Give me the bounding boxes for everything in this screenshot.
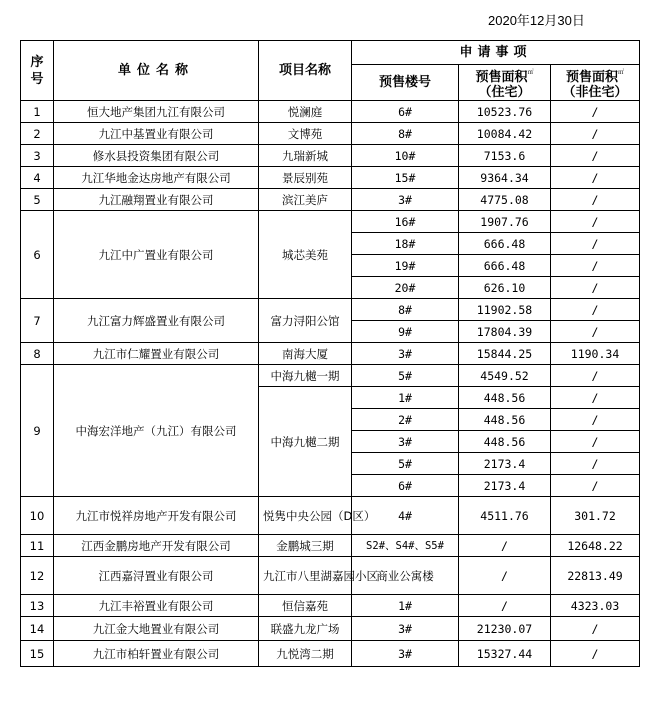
table-row: [21, 617, 640, 641]
area-nonres-cell: /: [551, 145, 640, 167]
building-cell: 6#: [352, 101, 459, 123]
seq-cell: 14: [21, 617, 54, 641]
table-row: [21, 167, 640, 189]
building-cell: 3#: [352, 343, 459, 365]
table-row: [21, 145, 640, 167]
area-nonres-cell: 22813.49: [551, 557, 640, 595]
area-res-cell: 11902.58: [459, 299, 551, 321]
seq-cell: 11: [21, 535, 54, 557]
seq-cell: 15: [21, 641, 54, 667]
unit-cell: 九江中基置业有限公司: [54, 123, 259, 145]
area-res-cell: 17804.39: [459, 321, 551, 343]
table-row: [21, 641, 640, 667]
building-cell: 20#: [352, 277, 459, 299]
project-cell: 金鹏城三期: [259, 535, 352, 557]
area-res-cell: /: [459, 535, 551, 557]
table-row: [21, 535, 640, 557]
unit-cell: 江西嘉浔置业有限公司: [54, 557, 259, 595]
area-res-cell: 4549.52: [459, 365, 551, 387]
unit-cell: 九江丰裕置业有限公司: [54, 595, 259, 617]
unit-cell: 江西金鹏房地产开发有限公司: [54, 535, 259, 557]
project-cell: 九江市八里湖嘉园小区: [259, 557, 352, 595]
area-nonres-cell: /: [551, 431, 640, 453]
table-row: [21, 299, 640, 321]
area-nonres-cell: /: [551, 101, 640, 123]
table-row: [21, 211, 640, 233]
building-cell: 3#: [352, 617, 459, 641]
project-cell: 文博苑: [259, 123, 352, 145]
unit-cell: 修水县投资集团有限公司: [54, 145, 259, 167]
seq-cell: 12: [21, 557, 54, 595]
building-cell: 10#: [352, 145, 459, 167]
building-cell: 5#: [352, 365, 459, 387]
building-cell: 4#: [352, 497, 459, 535]
project-cell: 中海九樾二期: [259, 387, 352, 497]
header-area-nonresidential: 预售面积㎡ （非住宅）: [551, 65, 640, 101]
unit-cell: 恒大地产集团九江有限公司: [54, 101, 259, 123]
header-group: 申请事项: [352, 41, 640, 65]
building-cell: 8#: [352, 123, 459, 145]
table-row: [21, 595, 640, 617]
seq-cell: 13: [21, 595, 54, 617]
building-cell: 5#: [352, 453, 459, 475]
header-seq: 序号: [21, 41, 54, 101]
area-res-cell: 2173.4: [459, 453, 551, 475]
area-res-cell: /: [459, 595, 551, 617]
area-nonres-cell: /: [551, 233, 640, 255]
project-cell: 城芯美苑: [259, 211, 352, 299]
seq-cell: 7: [21, 299, 54, 343]
building-cell: 16#: [352, 211, 459, 233]
area-res-cell: 7153.6: [459, 145, 551, 167]
area-res-cell: 15327.44: [459, 641, 551, 667]
area-nonres-cell: /: [551, 617, 640, 641]
presale-table: [20, 40, 640, 667]
seq-cell: 1: [21, 101, 54, 123]
project-cell: 富力浔阳公馆: [259, 299, 352, 343]
area-nonres-cell: 1190.34: [551, 343, 640, 365]
project-cell: 滨江美庐: [259, 189, 352, 211]
area-nonres-cell: /: [551, 365, 640, 387]
seq-cell: 6: [21, 211, 54, 299]
seq-cell: 8: [21, 343, 54, 365]
project-cell: 九瑞新城: [259, 145, 352, 167]
area-nonres-cell: /: [551, 299, 640, 321]
table-row: [21, 123, 640, 145]
header-building: 预售楼号: [352, 65, 459, 101]
building-cell: 商业公寓楼: [352, 557, 459, 595]
area-nonres-cell: /: [551, 123, 640, 145]
table-row: [21, 365, 640, 387]
building-cell: 3#: [352, 431, 459, 453]
unit-cell: 中海宏洋地产（九江）有限公司: [54, 365, 259, 497]
area-nonres-cell: /: [551, 167, 640, 189]
area-nonres-cell: /: [551, 641, 640, 667]
building-cell: 3#: [352, 641, 459, 667]
area-res-cell: 666.48: [459, 255, 551, 277]
project-cell: 南海大厦: [259, 343, 352, 365]
area-res-cell: 448.56: [459, 409, 551, 431]
building-cell: S2#、S4#、S5#: [352, 535, 459, 557]
project-cell: 恒信嘉苑: [259, 595, 352, 617]
area-res-cell: 10523.76: [459, 101, 551, 123]
building-cell: 19#: [352, 255, 459, 277]
area-res-cell: 448.56: [459, 431, 551, 453]
building-cell: 8#: [352, 299, 459, 321]
header-project: 项目名称: [259, 41, 352, 101]
header-unit: 单位名称: [54, 41, 259, 101]
area-res-cell: 15844.25: [459, 343, 551, 365]
table-row: [21, 189, 640, 211]
area-res-cell: 4511.76: [459, 497, 551, 535]
area-res-cell: 666.48: [459, 233, 551, 255]
area-nonres-cell: /: [551, 453, 640, 475]
area-nonres-cell: /: [551, 189, 640, 211]
unit-cell: 九江富力辉盛置业有限公司: [54, 299, 259, 343]
area-nonres-cell: /: [551, 475, 640, 497]
area-nonres-cell: /: [551, 409, 640, 431]
building-cell: 18#: [352, 233, 459, 255]
unit-cell: 九江中广置业有限公司: [54, 211, 259, 299]
area-res-cell: /: [459, 557, 551, 595]
area-nonres-cell: /: [551, 211, 640, 233]
area-nonres-cell: /: [551, 255, 640, 277]
building-cell: 1#: [352, 387, 459, 409]
unit-cell: 九江市柏轩置业有限公司: [54, 641, 259, 667]
building-cell: 15#: [352, 167, 459, 189]
seq-cell: 9: [21, 365, 54, 497]
area-nonres-cell: /: [551, 321, 640, 343]
area-res-cell: 21230.07: [459, 617, 551, 641]
document-date: 2020年12月30日: [488, 13, 585, 28]
building-cell: 2#: [352, 409, 459, 431]
area-nonres-cell: 4323.03: [551, 595, 640, 617]
table-row: [21, 497, 640, 535]
project-cell: 景辰别苑: [259, 167, 352, 189]
area-nonres-cell: 301.72: [551, 497, 640, 535]
header-area-residential: 预售面积㎡ （住宅）: [459, 65, 551, 101]
project-cell: 中海九樾一期: [259, 365, 352, 387]
table-row: [21, 343, 640, 365]
project-cell: 九悦湾二期: [259, 641, 352, 667]
area-res-cell: 626.10: [459, 277, 551, 299]
area-res-cell: 2173.4: [459, 475, 551, 497]
table-row: [21, 101, 640, 123]
project-cell: 悦隽中央公园（D区）: [259, 497, 352, 535]
unit-cell: 九江市悦祥房地产开发有限公司: [54, 497, 259, 535]
area-res-cell: 9364.34: [459, 167, 551, 189]
seq-cell: 5: [21, 189, 54, 211]
area-res-cell: 10084.42: [459, 123, 551, 145]
building-cell: 9#: [352, 321, 459, 343]
seq-cell: 2: [21, 123, 54, 145]
unit-cell: 九江华地金达房地产有限公司: [54, 167, 259, 189]
building-cell: 3#: [352, 189, 459, 211]
building-cell: 1#: [352, 595, 459, 617]
table-row: [21, 557, 640, 595]
seq-cell: 3: [21, 145, 54, 167]
area-nonres-cell: /: [551, 277, 640, 299]
area-res-cell: 4775.08: [459, 189, 551, 211]
unit-cell: 九江市仁耀置业有限公司: [54, 343, 259, 365]
area-res-cell: 448.56: [459, 387, 551, 409]
unit-cell: 九江金大地置业有限公司: [54, 617, 259, 641]
seq-cell: 4: [21, 167, 54, 189]
project-cell: 悦澜庭: [259, 101, 352, 123]
building-cell: 6#: [352, 475, 459, 497]
area-nonres-cell: /: [551, 387, 640, 409]
area-res-cell: 1907.76: [459, 211, 551, 233]
area-nonres-cell: 12648.22: [551, 535, 640, 557]
seq-cell: 10: [21, 497, 54, 535]
unit-cell: 九江融翔置业有限公司: [54, 189, 259, 211]
project-cell: 联盛九龙广场: [259, 617, 352, 641]
